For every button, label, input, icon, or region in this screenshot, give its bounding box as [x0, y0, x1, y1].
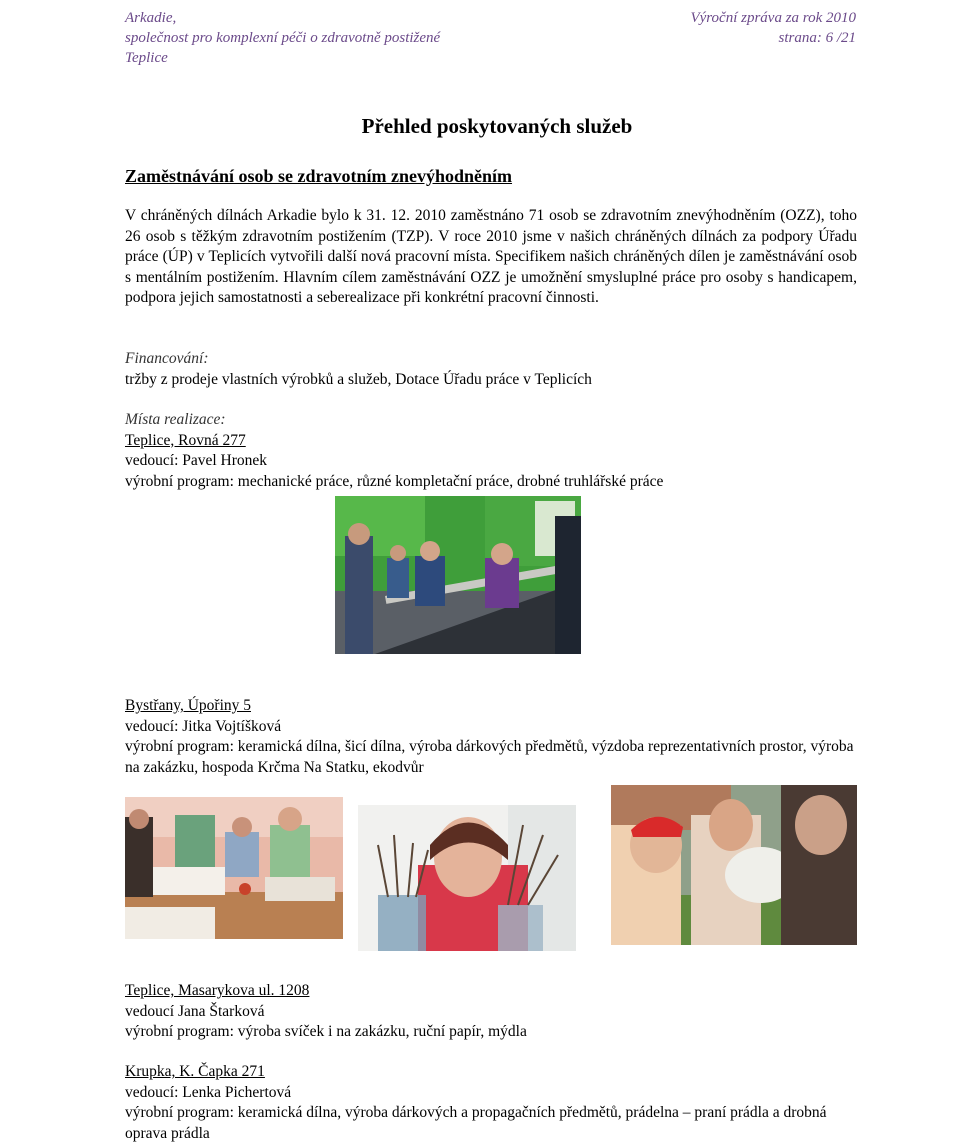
- org-line-2: společnost pro komplexní péči o zdravotně postižené: [125, 30, 441, 46]
- report-title: Výroční zpráva za rok 2010: [690, 10, 856, 26]
- intro-paragraph: [125, 206, 857, 309]
- place-manager: vedoucí: Jitka Vojtíšková: [125, 717, 282, 735]
- page-title: Přehled poskytovaných služeb: [361, 114, 633, 138]
- place-address: Teplice, Rovná 277: [125, 431, 246, 449]
- section-heading: Zaměstnávání osob se zdravotním znevýhodněním: [125, 166, 513, 186]
- photo-ecoyard: [611, 785, 857, 945]
- place-3: [125, 981, 857, 1043]
- place-manager: vedoucí: Lenka Pichertová: [125, 1083, 292, 1101]
- financing-block: [125, 349, 857, 390]
- page-header: [125, 8, 856, 68]
- place-manager: vedoucí Jana Štarková: [125, 1002, 265, 1020]
- photo-sewing: [125, 797, 343, 939]
- page-number: strana: 6 /21: [778, 30, 856, 46]
- place-1: [125, 410, 857, 492]
- place-program: výrobní program: keramická dílna, výroba dárkových a propagačních předmětů, prádelna – praní prádla a drobná oprava prádla: [125, 1104, 827, 1142]
- place-address: Bystřany, Úpořiny 5: [125, 697, 251, 714]
- place-program: výrobní program: výroba svíček i na zakázku, ruční papír, mýdla: [125, 1023, 527, 1040]
- places-label: Místa realizace:: [125, 411, 226, 428]
- financing-text: tržby z prodeje vlastních výrobků a služeb, Dotace Úřadu práce v Teplicích: [125, 370, 592, 388]
- photo-painting: [358, 805, 576, 951]
- intro-text: V chráněných dílnách Arkadie bylo k 31. 12. 2010 zaměstnáno 71 osob se zdravotním znevýhodněním (OZZ), toho 26 osob s těžkým zdravotním postižením (TZP). V roce 2010 jsme v našich chráněných dílnách za podpory Úřadu práce (ÚP) v Teplicích vytvořili další nová pracovní místa. Specifikem našich chráněných dílen je zaměstnávání osob s mentálním postižením. Hlavním cílem zaměstnávání OZZ je umožnění smysluplné práce pro osoby s handicapem, podpora jejich samostatnosti a seberealizace při konkrétní pracovní činnosti.: [125, 207, 857, 306]
- org-line-3: Teplice: [125, 50, 168, 66]
- place-manager: vedoucí: Pavel Hronek: [125, 452, 268, 469]
- photo-workshop: [335, 496, 581, 654]
- place-4: [125, 1062, 857, 1144]
- org-line-1: Arkadie,: [125, 10, 177, 26]
- place-2: [125, 696, 857, 778]
- place-program: výrobní program: mechanické práce, různé kompletační práce, drobné truhlářské práce: [125, 472, 664, 490]
- place-address: Krupka, K. Čapka 271: [125, 1063, 265, 1080]
- place-address: Teplice, Masarykova ul. 1208: [125, 982, 310, 999]
- financing-label: Financování:: [125, 350, 209, 367]
- place-program: výrobní program: keramická dílna, šicí dílna, výroba dárkových předmětů, výzdoba reprezentativních prostor, výroba na zakázku, hospoda Krčma Na Statku, ekodvůr: [125, 738, 854, 776]
